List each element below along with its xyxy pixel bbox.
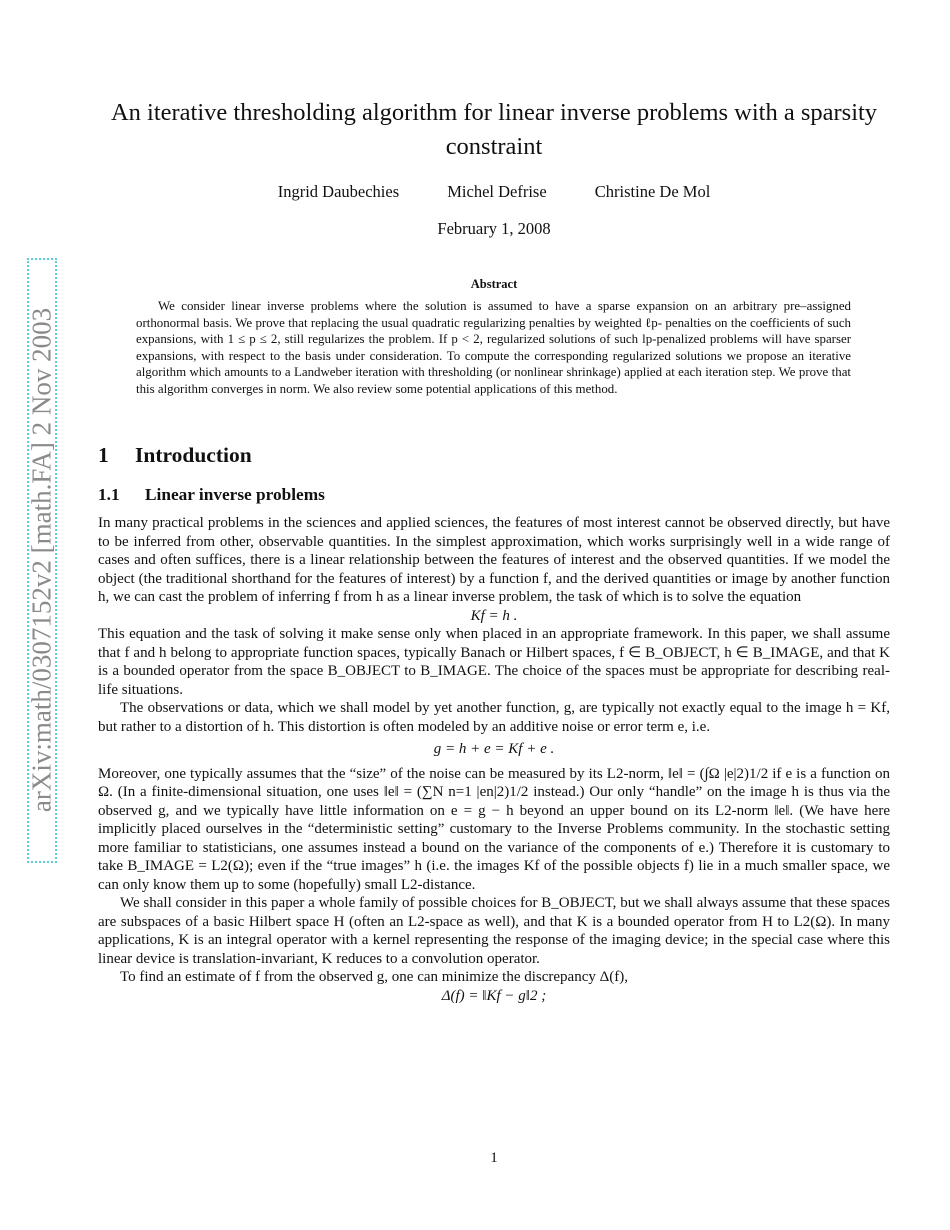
section-heading [98,443,252,468]
subsection-title: Linear inverse problems [145,485,325,504]
paper-title: An iterative thresholding algorithm for linear inverse problems with a sparsity constraint [110,99,878,160]
author-name: Ingrid Daubechies [277,182,400,201]
paragraph: This equation and the task of solving it make sense only when placed in an appropriate framework. In this paper, we shall assume that f and h belong to appropriate function spaces, typically Banach or Hilbert spaces, f ∈ B_OBJECT, h ∈ B_IMAGE, and that K is a bounded operator from the space B_OBJECT to B_IMAGE. The choice of the spaces must be appropriate for describing real-life situations. [98,626,890,698]
equation: g = h + e = Kf + e . [433,741,555,757]
paragraph: To find an estimate of f from the observed g, one can minimize the discrepancy Δ(f), [120,969,629,985]
body-text [98,514,890,1005]
equation: Kf = h . [470,607,518,624]
paper-date: February 1, 2008 [437,219,551,238]
abstract-text: We consider linear inverse problems where the solution is assumed to have a sparse expansion on an arbitrary pre–assigned orthonormal basis. We prove that replacing the usual quadratic regularizing penalties by weighted ℓp- penalties on the coefficients of such expansions, with 1 ≤ p ≤ 2, still regularizes the problem. If p < 2, regularized solutions of such lp-penalized problems will have sparser expansions, with respect to the basis under consideration. To compute the corresponding regularized solutions we propose an iterative algorithm which amounts to a Landweber iteration with thresholding (or nonlinear shrinkage) applied at each iteration step. We prove that this algorithm converges in norm. We also review some potential applications of this method. [136,299,851,396]
subsection-heading [98,485,325,505]
section-number: 1 [98,443,109,467]
paragraph: We shall consider in this paper a whole family of possible choices for B_OBJECT, but we shall always assume that these spaces are subspaces of a basic Hilbert space H (often an L2-space as well), and that K is a bounded operator from H to L2(Ω). In many applications, K is an integral operator with a kernel representing the response of the imaging device; in the special case where this linear device is translation-invariant, K reduces to a convolution operator. [98,895,890,967]
equation: Δ(f) = ‖Kf − g‖2 ; [441,987,547,1004]
author-name: Michel Defrise [447,182,547,201]
paragraph: In many practical problems in the sciences and applied sciences, the features of most interest cannot be observed directly, but have to be inferred from other, observable quantities. In the simplest approximation, which works surprisingly well in a wide range of cases and often suffices, there is a linear relationship between the features of interest and the observed quantities. If we model the object (the traditional shorthand for the features of interest) by a function f, and the derived quantities or image by another function h, we can cast the problem of inferring f from h as a linear inverse problem, the task of which is to solve the equation [98,515,890,605]
paragraph: The observations or data, which we shall model by yet another function, g, are typically not exactly equal to the image h = Kf, but rather to a distortion of h. This distortion is often modeled by an additive noise or error term e, i.e. [98,700,890,735]
subsection-number: 1.1 [98,485,120,504]
paragraph: Moreover, one typically assumes that the “size” of the noise can be measured by its L2-norm, ‖e‖ = (∫Ω |e|2)1/2 if e is a function on Ω. (In a finite-dimensional situation, one uses ‖e‖ = (∑N n=1 |en|2)1/2 instead.) Our only “handle” on the image h is thus via the observed g, and we typically have little information on e = g − h beyond an upper bound on its L2-norm ‖e‖. (We have here implicitly placed ourselves in the “deterministic setting” customary to the Inverse Problems community. In the stochastic setting more familiar to statisticians, one assumes instead a bound on the variance of the components of e.) Therefore it is customary to take B_IMAGE = L2(Ω); even if the “true images” h (i.e. the images Kf of the possible objects f) lie in a much smaller space, we can only know them up to some (hopefully) small L2-distance. [98,765,890,893]
arxiv-identifier: arXiv:math/0307152v2 [math.FA] 2 Nov 2003 [26,307,57,813]
section-title: Introduction [135,443,252,467]
page-number: 1 [490,1150,498,1166]
author-list [98,182,890,202]
author-name: Christine De Mol [594,182,711,201]
arxiv-side-stamp [22,258,62,863]
abstract-heading: Abstract [470,277,518,291]
